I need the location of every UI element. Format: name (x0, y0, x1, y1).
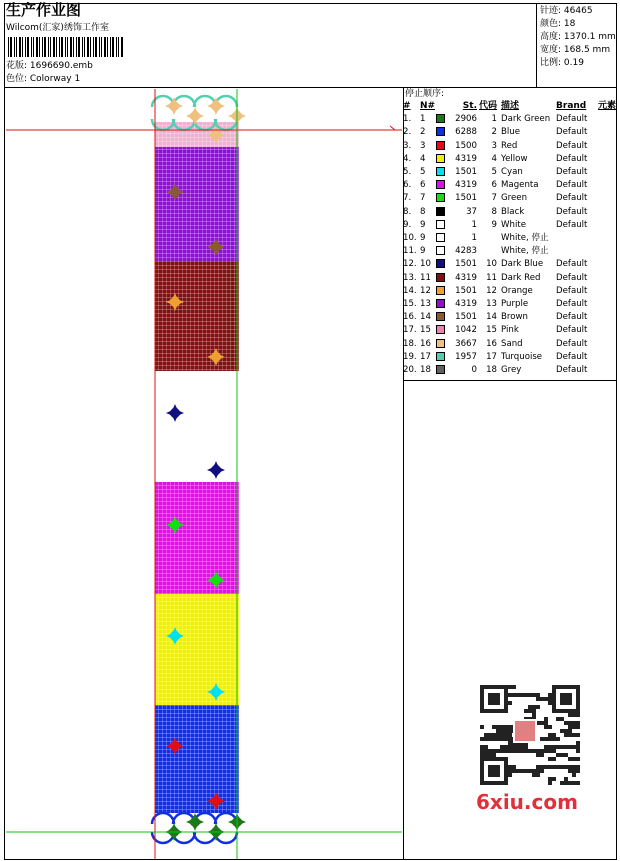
color-swatch (436, 193, 445, 202)
row-element (598, 219, 617, 232)
row-element (598, 258, 617, 271)
company-name: Wilcom(汇家)绣饰工作室 (6, 23, 109, 33)
row-code: 4 (491, 153, 498, 164)
row-stitches: 4319 (455, 272, 477, 283)
color-swatch (436, 352, 445, 361)
row-brand: Default (556, 206, 588, 217)
row-code: 14 (486, 312, 498, 323)
row-code: 15 (486, 325, 498, 336)
sidepanel-divider (403, 380, 617, 381)
row-swatch (436, 258, 449, 271)
color-swatch (436, 233, 445, 242)
table-row (403, 153, 617, 166)
row-code: 1 (491, 114, 498, 125)
row-index: 4. (403, 153, 412, 164)
row-description: Brown (501, 312, 528, 323)
row-code: 12 (486, 285, 498, 296)
embroidery-preview (6, 89, 402, 859)
guide-arrow-marker (390, 126, 395, 130)
table-row (403, 351, 617, 364)
row-needle: 2 (420, 127, 426, 138)
row-description: Grey (501, 365, 522, 376)
color-swatch (436, 154, 445, 163)
row-brand: Default (556, 114, 588, 125)
row-brand: Default (556, 272, 588, 283)
row-description: Yellow (501, 153, 528, 164)
motif-darkgreen-2 (186, 813, 204, 831)
row-index: 3. (403, 140, 412, 151)
row-description: Orange (501, 285, 533, 296)
row-element (598, 311, 617, 324)
row-stitches: 6288 (455, 127, 477, 138)
stat-width: 宽度: 168.5 mm (540, 45, 611, 55)
row-swatch (436, 311, 449, 324)
row-element (598, 113, 617, 126)
row-code: 6 (491, 180, 498, 191)
color-swatch (436, 325, 445, 334)
row-stitches: 1501 (455, 312, 477, 323)
color-swatch (436, 259, 445, 268)
row-index: 7. (403, 193, 412, 204)
color-swatch (436, 220, 445, 229)
row-stitches: 1500 (455, 140, 477, 151)
embroidery-design (6, 89, 402, 859)
stat-stitches: 针迹: 46465 (540, 6, 593, 16)
row-brand: Default (556, 193, 588, 204)
color-swatch (436, 286, 445, 295)
row-index: 10. (403, 233, 417, 244)
row-element (598, 126, 617, 139)
color-swatch (436, 246, 445, 255)
row-swatch (436, 324, 449, 337)
row-description: Dark Green (501, 114, 551, 125)
color-swatch (436, 273, 445, 282)
row-stitches: 1957 (455, 351, 477, 362)
col-header-brand: Brand (556, 101, 587, 111)
row-stitches: 1501 (455, 193, 477, 204)
col-header-element: 元素 (598, 101, 617, 111)
row-brand: Default (556, 167, 588, 178)
row-index: 9. (403, 219, 412, 230)
color-swatch (436, 339, 445, 348)
row-needle: 3 (420, 140, 426, 151)
row-stitches: 1501 (455, 259, 477, 270)
row-index: 8. (403, 206, 412, 217)
row-element (598, 285, 617, 298)
row-brand (556, 245, 598, 258)
row-needle: 1 (420, 114, 426, 125)
row-index: 6. (403, 180, 412, 191)
row-code: 17 (486, 351, 498, 362)
col-header-index: # (403, 101, 411, 111)
row-description: Green (501, 193, 528, 204)
row-brand: Default (556, 325, 588, 336)
row-code (479, 245, 501, 258)
row-description: Dark Blue (501, 259, 544, 270)
row-element (598, 245, 617, 258)
row-swatch (436, 285, 449, 298)
row-stitches: 4319 (455, 153, 477, 164)
row-element (598, 206, 617, 219)
table-header-row (403, 100, 617, 113)
row-code: 16 (486, 338, 498, 349)
row-stitches: 1501 (455, 167, 477, 178)
row-swatch (436, 364, 449, 377)
col-header-stitches: St. (462, 101, 477, 111)
row-description: Purple (501, 299, 529, 310)
stat-height: 高度: 1370.1 mm (540, 32, 616, 42)
color-swatch (436, 365, 445, 374)
table-row (403, 338, 617, 351)
row-description: Turquoise (501, 351, 543, 362)
row-index: 1. (403, 114, 412, 125)
row-code (479, 232, 501, 245)
row-description: Magenta (501, 180, 539, 191)
row-needle: 9 (420, 246, 426, 257)
row-brand: Default (556, 180, 588, 191)
table-row (403, 285, 617, 298)
row-swatch (436, 232, 449, 245)
row-swatch (436, 245, 449, 258)
row-brand: Default (556, 351, 588, 362)
motif-darkblue-1 (166, 404, 184, 422)
table-row (403, 206, 617, 219)
row-stitches: 37 (466, 206, 477, 217)
row-code: 9 (491, 219, 498, 230)
row-index: 20. (403, 365, 417, 376)
col-header-description: 描述 (501, 101, 520, 111)
table-row (403, 126, 617, 139)
row-stitches: 1501 (455, 285, 477, 296)
row-brand: Default (556, 365, 588, 376)
color-swatch (436, 180, 445, 189)
row-needle: 12 (420, 285, 431, 296)
col-header-swatch (436, 100, 449, 113)
design-file-label: 花版: 1696690.emb (6, 61, 93, 71)
row-element (598, 351, 617, 364)
row-brand: Default (556, 127, 588, 138)
row-brand: Default (556, 140, 588, 151)
row-needle: 5 (420, 167, 426, 178)
row-needle: 15 (420, 325, 431, 336)
row-element (598, 232, 617, 245)
qr-code (470, 680, 586, 785)
row-brand: Default (556, 153, 588, 164)
row-swatch (436, 206, 449, 219)
color-swatch (436, 127, 445, 136)
row-element (598, 324, 617, 337)
row-swatch (436, 272, 449, 285)
row-stitches: 4319 (455, 299, 477, 310)
row-swatch (436, 219, 449, 232)
watermark-logo: 6xiu.com (476, 790, 578, 814)
row-element (598, 298, 617, 311)
barcode (8, 37, 126, 57)
row-code: 10 (486, 259, 498, 270)
row-brand: Default (556, 259, 588, 270)
row-description: White (501, 219, 527, 230)
row-description: Pink (501, 325, 519, 336)
col-header-code: 代码 (479, 101, 498, 111)
table-row (403, 179, 617, 192)
row-code: 11 (486, 272, 498, 283)
color-swatch (436, 114, 445, 123)
row-needle: 9 (420, 219, 426, 230)
table-row (403, 166, 617, 179)
colorway-label: 色位: Colorway 1 (6, 74, 81, 84)
row-brand: Default (556, 338, 588, 349)
row-description: White, 停止 (501, 246, 549, 257)
row-element (598, 179, 617, 192)
row-code: 5 (491, 167, 498, 178)
row-stitches: 2906 (455, 114, 477, 125)
row-needle: 6 (420, 180, 426, 191)
table-row (403, 140, 617, 153)
table-row (403, 298, 617, 311)
row-element (598, 140, 617, 153)
row-code: 2 (491, 127, 498, 138)
row-needle: 11 (420, 272, 431, 283)
row-index: 13. (403, 272, 417, 283)
row-description: White, 停止 (501, 233, 549, 244)
scallop-border-top (152, 96, 237, 107)
table-row (403, 113, 617, 126)
stat-colors: 颜色: 18 (540, 19, 576, 29)
color-swatch (436, 312, 445, 321)
motif-sand-3 (207, 97, 225, 115)
row-code: 8 (491, 206, 498, 217)
row-swatch (436, 126, 449, 139)
row-needle: 18 (420, 365, 431, 376)
row-code: 13 (486, 299, 498, 310)
motif-darkblue-2 (207, 461, 225, 479)
table-row (403, 364, 617, 377)
row-needle: 13 (420, 299, 431, 310)
row-element (598, 192, 617, 205)
row-needle: 10 (420, 259, 431, 270)
color-stop-table (403, 100, 617, 377)
row-swatch (436, 351, 449, 364)
row-description: Black (501, 206, 525, 217)
row-swatch (436, 179, 449, 192)
row-swatch (436, 113, 449, 126)
color-swatch (436, 167, 445, 176)
table-row (403, 258, 617, 271)
row-element (598, 338, 617, 351)
table-row (403, 324, 617, 337)
row-needle: 17 (420, 351, 431, 362)
row-description: Sand (501, 338, 523, 349)
table-row (403, 311, 617, 324)
row-stitches: 1 (471, 219, 477, 230)
row-description: Cyan (501, 167, 523, 178)
row-brand: Default (556, 299, 588, 310)
row-stitches: 4283 (455, 246, 477, 257)
row-element (598, 166, 617, 179)
row-stitches: 4319 (455, 180, 477, 191)
row-index: 16. (403, 312, 417, 323)
color-swatch (436, 207, 445, 216)
row-code: 3 (491, 140, 498, 151)
row-description: Red (501, 140, 518, 151)
scallop-border-bottom-inner (152, 832, 237, 843)
row-needle: 16 (420, 338, 431, 349)
row-brand: Default (556, 312, 588, 323)
row-stitches: 3667 (455, 338, 477, 349)
row-index: 17. (403, 325, 417, 336)
qr-center-badge (514, 720, 536, 742)
row-code: 7 (491, 193, 498, 204)
col-header-needle: N# (420, 101, 436, 111)
table-row (403, 232, 617, 245)
row-element (598, 364, 617, 377)
row-brand (556, 232, 598, 245)
row-stitches: 1042 (455, 325, 477, 336)
row-element (598, 272, 617, 285)
row-needle: 9 (420, 233, 426, 244)
row-index: 14. (403, 285, 417, 296)
stat-scale: 比例: 0.19 (540, 58, 584, 68)
color-swatch (436, 141, 445, 150)
row-needle: 4 (420, 153, 426, 164)
row-index: 15. (403, 299, 417, 310)
row-index: 2. (403, 127, 412, 138)
row-swatch (436, 338, 449, 351)
row-index: 11. (403, 246, 417, 257)
row-needle: 7 (420, 193, 426, 204)
row-brand: Default (556, 219, 588, 230)
row-stitches: 1 (471, 233, 477, 244)
row-swatch (436, 298, 449, 311)
row-index: 5. (403, 167, 412, 178)
row-index: 18. (403, 338, 417, 349)
row-code: 18 (486, 365, 498, 376)
table-row (403, 272, 617, 285)
row-swatch (436, 153, 449, 166)
row-element (598, 153, 617, 166)
row-swatch (436, 140, 449, 153)
row-description: Blue (501, 127, 521, 138)
stop-sequence-title: 停止顺序: (405, 89, 445, 99)
table-row (403, 192, 617, 205)
row-needle: 8 (420, 206, 426, 217)
motif-sand-1 (165, 97, 183, 115)
row-index: 12. (403, 259, 417, 270)
table-row (403, 219, 617, 232)
page-title: 生产作业图 (6, 1, 82, 19)
row-brand: Default (556, 285, 588, 296)
table-row (403, 245, 617, 258)
row-needle: 14 (420, 312, 431, 323)
row-stitches: 0 (471, 365, 477, 376)
row-swatch (436, 192, 449, 205)
color-swatch (436, 299, 445, 308)
row-swatch (436, 166, 449, 179)
row-description: Dark Red (501, 272, 541, 283)
row-index: 19. (403, 351, 417, 362)
